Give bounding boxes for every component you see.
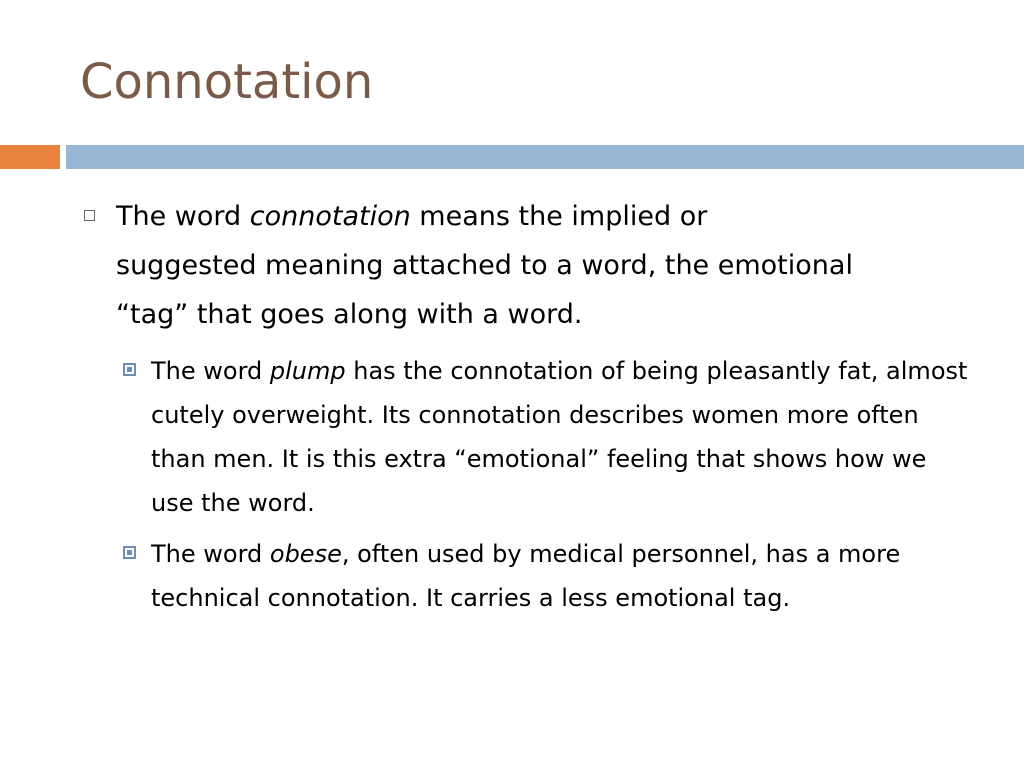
bullet-text: means the implied or suggested meaning attached to a word, the emotional “tag” that goes along with a word.: [116, 201, 853, 330]
bullet-text: The word: [116, 201, 250, 232]
sub-bullet-text: , often used by medical personnel, has a more technical connotation. It carries a less emotional tag.: [151, 540, 901, 612]
sub-bullet-text: has the connotation of being pleasantly fat, almost cutely overweight. Its connotation describes women more often than men. It is this extra “emotional” feeling that shows how we use the word.: [151, 357, 968, 517]
sub-bullet-text: The word: [151, 357, 270, 385]
sub-bullet-list: [80, 349, 980, 620]
title-accent-bar: [0, 145, 60, 169]
title-divider-bar: [66, 145, 1024, 169]
sub-bullet-text: The word: [151, 540, 270, 568]
emphasized-term: plump: [269, 357, 346, 385]
emphasized-term: obese: [269, 540, 342, 568]
square-bullet-icon: [84, 210, 95, 221]
slide-title: Connotation: [80, 54, 374, 110]
sub-bullet-obese: [122, 532, 971, 620]
sub-bullet-plump: [122, 349, 971, 525]
bullet-definition: [80, 192, 856, 339]
slide-body: [80, 192, 980, 627]
filled-square-bullet-icon: [123, 546, 136, 559]
emphasized-term: connotation: [249, 201, 411, 232]
filled-square-bullet-icon: [123, 363, 136, 376]
